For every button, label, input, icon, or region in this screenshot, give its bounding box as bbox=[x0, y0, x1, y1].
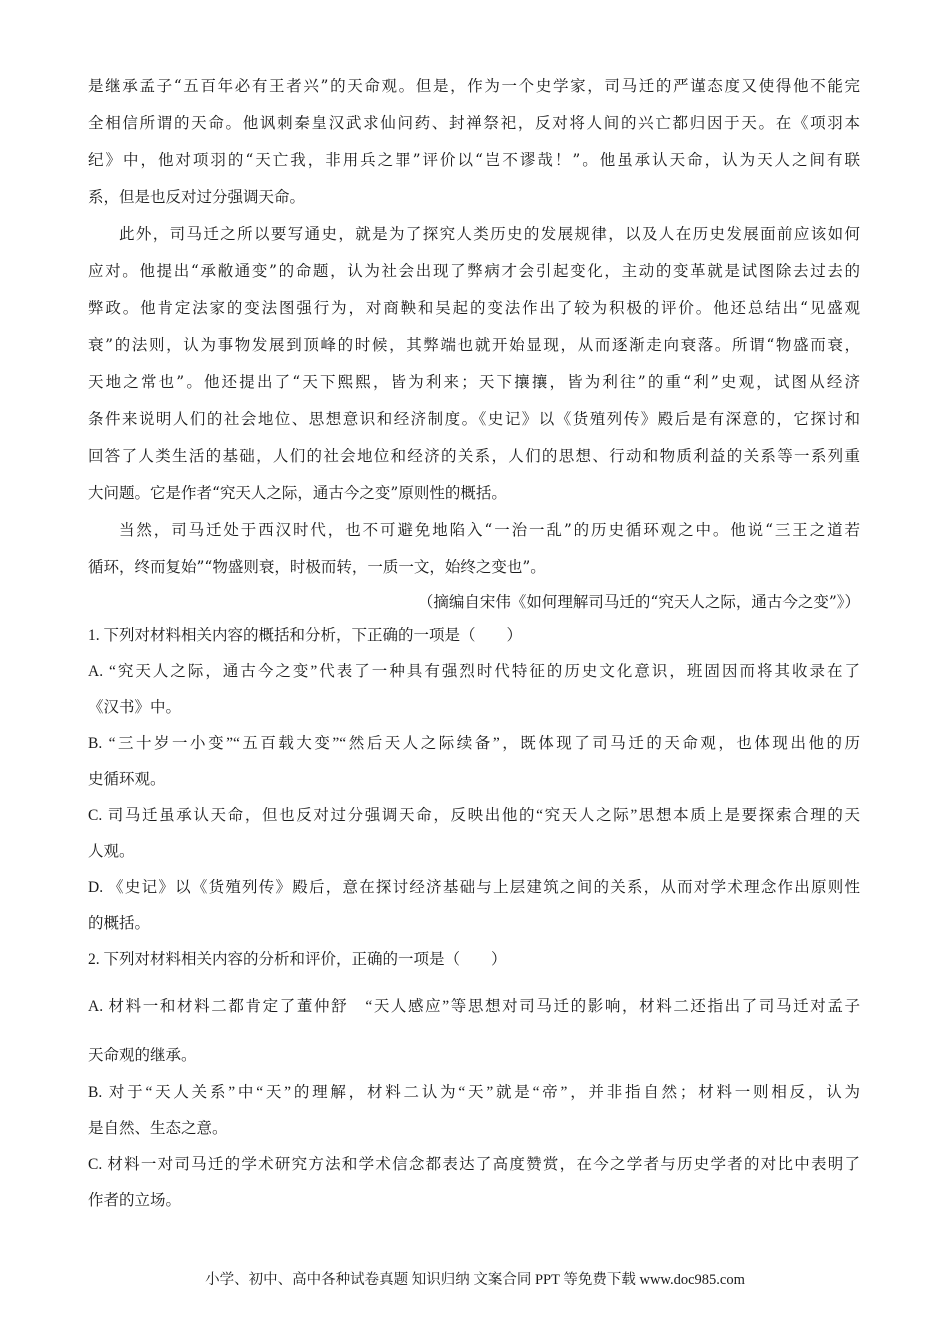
question-2-option-c: C. 材料一对司马迁的学术研究方法和学术信念都表达了高度赞赏，在今之学者与历史学者的对比中表明了 bbox=[88, 1156, 860, 1173]
question-1-option-c-cont: 人观。 bbox=[88, 843, 135, 860]
passage-text-line: 是继承孟子“五百年必有王者兴”的天命观。但是，作为一个史学家，司马迁的严谨态度又使得他不能完 bbox=[88, 77, 860, 95]
question-1-option-d: D. 《史记》以《货殖列传》殿后，意在探讨经济基础与上层建筑之间的关系，从而对学术理念作出原则性 bbox=[88, 879, 860, 896]
question-1-option-c: C. 司马迁虽承认天命，但也反对过分强调天命，反映出他的“究天人之际”思想本质上是要探索合理的天 bbox=[88, 807, 860, 824]
passage-text-line: 循环，终而复始”“物盛则衰，时极而转，一质一文，始终之变也”。 bbox=[88, 558, 546, 576]
passage-text-line: 当然，司马迁处于西汉时代，也不可避免地陷入“一治一乱”的历史循环观之中。他说“三王之道若 bbox=[119, 521, 860, 539]
question-2-option-c-cont: 作者的立场。 bbox=[88, 1192, 182, 1209]
question-2-option-b: B. 对于“天人关系”中“天”的理解，材料二认为“天”就是“帝”，并非指自然；材料一则相反，认为 bbox=[88, 1084, 860, 1101]
passage-text-line: 纪》中，他对项羽的“天亡我，非用兵之罪”评价以“岂不谬哉！”。他虽承认天命，认为天人之间有联 bbox=[88, 151, 860, 169]
question-2-option-a-cont: 天命观的继承。 bbox=[88, 1047, 197, 1064]
passage-text-line: 应对。他提出“承敝通变”的命题，认为社会出现了弊病才会引起变化，主动的变革就是试图除去过去的 bbox=[88, 262, 860, 280]
passage-text-line: 系，但是也反对过分强调天命。 bbox=[88, 188, 306, 206]
passage-text-line: 衰”的法则，认为事物发展到顶峰的时候，其弊端也就开始显现，从而逐渐走向衰落。所谓“物盛而衰， bbox=[88, 336, 860, 354]
question-1-option-b-cont: 史循环观。 bbox=[88, 771, 166, 788]
question-1-option-b: B. “三十岁一小变”“五百载大变”“然后天人之际续备”，既体现了司马迁的天命观，也体现出他的历 bbox=[88, 735, 860, 752]
passage-text-line: 此外，司马迁之所以要写通史，就是为了探究人类历史的发展规律，以及人在历史发展面前应该如何 bbox=[119, 225, 860, 243]
passage-text-line: 回答了人类生活的基础，人们的社会地位和经济的关系，人们的思想、行动和物质利益的关系等一系列重 bbox=[88, 447, 860, 465]
passage-text-line: 大问题。它是作者“究天人之际，通古今之变”原则性的概括。 bbox=[88, 484, 507, 502]
passage-source: （摘编自宋伟《如何理解司马迁的“究天人之际，通古今之变”》） bbox=[417, 593, 860, 611]
question-2-option-a: A. 材料一和材料二都肯定了董仲舒 “天人感应”等思想对司马迁的影响，材料二还指出了司马迁对孟子 bbox=[88, 998, 860, 1015]
question-1-option-d-cont: 的概括。 bbox=[88, 915, 151, 932]
question-1-option-a-cont: 《汉书》中。 bbox=[88, 699, 182, 716]
passage-text-line: 条件来说明人们的社会地位、思想意识和经济制度。《史记》以《货殖列传》殿后是有深意的，它探讨和 bbox=[88, 410, 860, 428]
question-2-option-b-cont: 是自然、生态之意。 bbox=[88, 1120, 228, 1137]
passage-text-line: 天地之常也”。他还提出了“天下熙熙，皆为利来；天下攘攘，皆为利往”的重“利”史观，试图从经济 bbox=[88, 373, 860, 391]
question-1-stem: 1. 下列对材料相关内容的概括和分析，下正确的一项是（ ） bbox=[88, 627, 523, 644]
page-footer: 小学、初中、高中各种试卷真题 知识归纳 文案合同 PPT 等免费下载 www.doc985.com bbox=[205, 1272, 745, 1288]
question-2-stem: 2. 下列对材料相关内容的分析和评价，正确的一项是（ ） bbox=[88, 951, 507, 968]
passage-text-line: 弊政。他肯定法家的变法图强行为，对商鞅和吴起的变法作出了较为积极的评价。他还总结出“见盛观 bbox=[88, 299, 860, 317]
passage-text-line: 全相信所谓的天命。他讽刺秦皇汉武求仙问药、封禅祭祀，反对将人间的兴亡都归因于天。在《项羽本 bbox=[88, 114, 860, 132]
question-1-option-a: A. “究天人之际，通古今之变”代表了一种具有强烈时代特征的历史文化意识，班固因而将其收录在了 bbox=[88, 663, 860, 680]
